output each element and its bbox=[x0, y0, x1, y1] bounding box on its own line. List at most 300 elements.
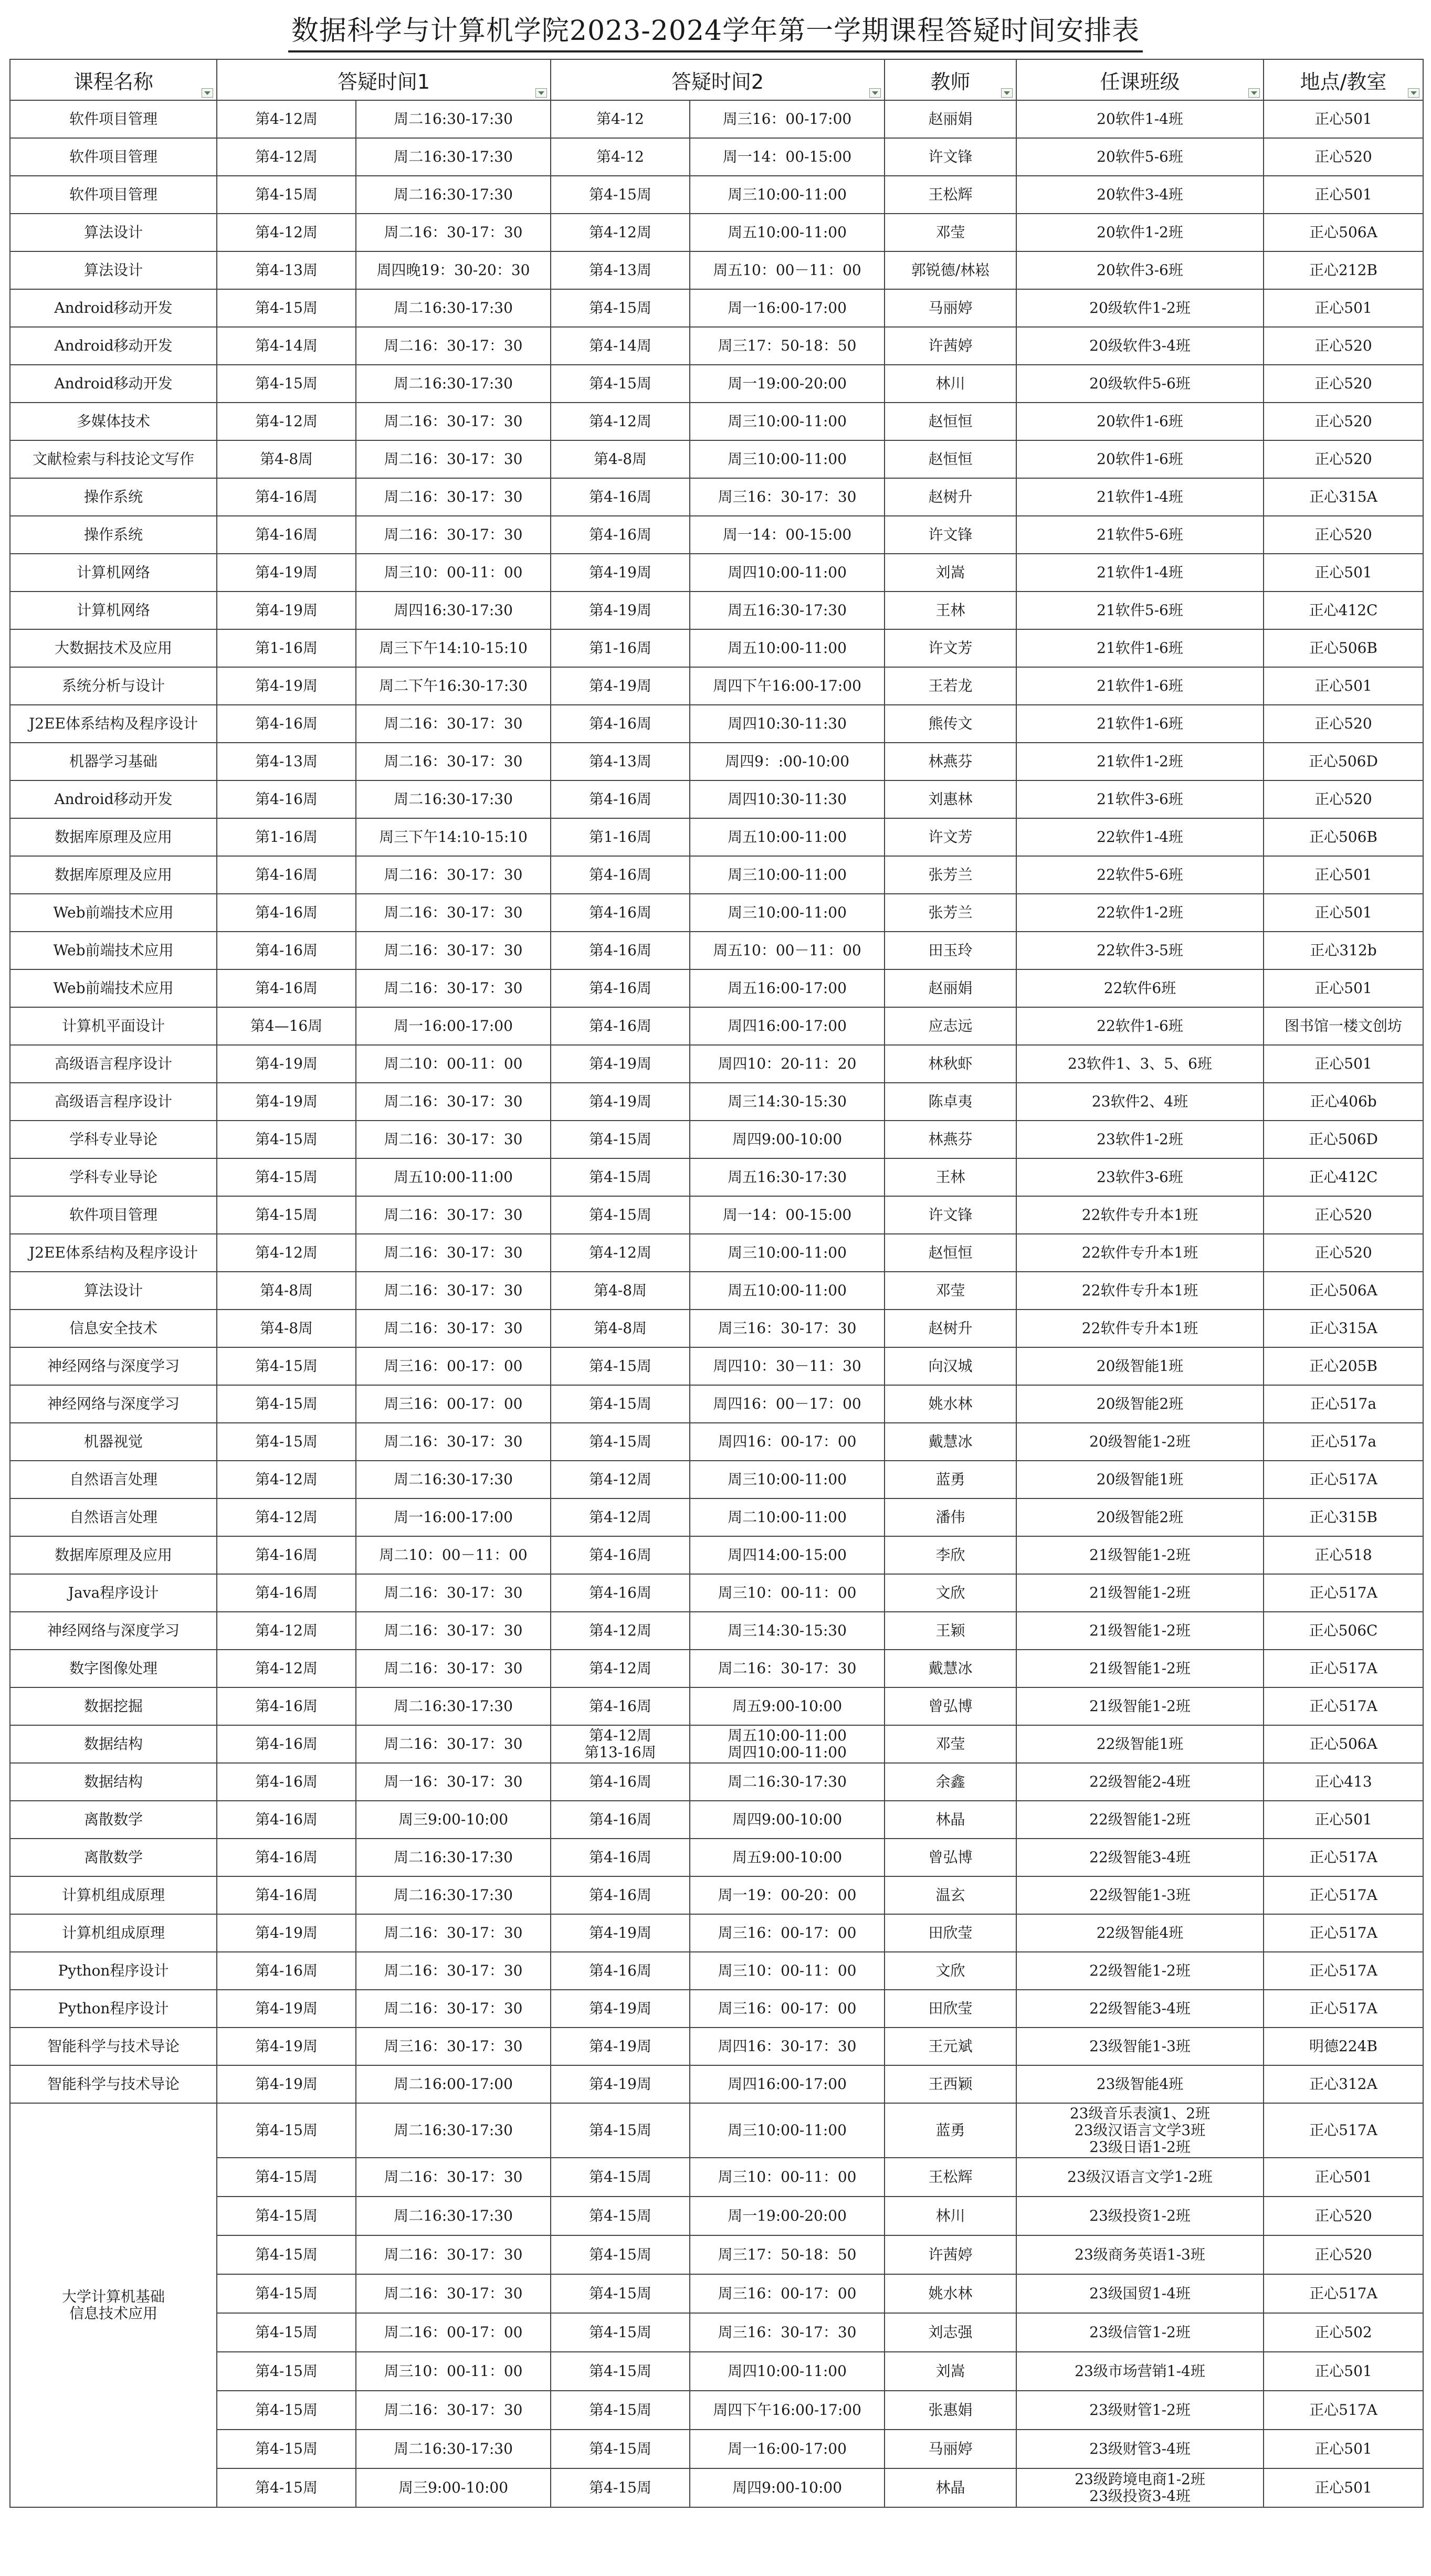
cell-classes: 21软件3-6班 bbox=[1016, 780, 1264, 818]
cell-time2-weeks: 第4-12周 bbox=[551, 1650, 690, 1687]
cell-time1-slot: 周二16：30-17：30 bbox=[356, 1952, 551, 1990]
cell-course: 智能科学与技术导论 bbox=[10, 2065, 217, 2103]
cell-time2-slot: 周四10:30-11:30 bbox=[690, 705, 885, 743]
cell-time1-weeks: 第4-16周 bbox=[217, 705, 356, 743]
table-row bbox=[10, 1952, 1423, 1990]
cell-time2-weeks: 第4-15周 bbox=[551, 2235, 690, 2274]
cell-time1-slot: 周二16：30-17：30 bbox=[356, 932, 551, 969]
cell-time2-weeks: 第4-14周 bbox=[551, 327, 690, 365]
cell-teacher: 刘惠林 bbox=[885, 780, 1016, 818]
cell-time2-slot: 周一16:00-17:00 bbox=[690, 289, 885, 327]
cell-course: 神经网络与深度学习 bbox=[10, 1612, 217, 1650]
cell-time1-slot: 周三下午14:10-15:10 bbox=[356, 629, 551, 667]
cell-location: 正心312b bbox=[1264, 932, 1423, 969]
cell-location: 明德224B bbox=[1264, 2028, 1423, 2065]
cell-time2-slot: 周五10:00-11:00 bbox=[690, 629, 885, 667]
filter-dropdown-icon[interactable] bbox=[535, 88, 547, 98]
cell-time2-weeks: 第4-16周 bbox=[551, 1007, 690, 1045]
cell-course: 自然语言处理 bbox=[10, 1498, 217, 1536]
cell-location: 正心501 bbox=[1264, 2352, 1423, 2391]
cell-time2-slot: 周四9:00-10:00 bbox=[690, 1121, 885, 1158]
cell-time1-slot: 周二16:30-17:30 bbox=[356, 365, 551, 403]
cell-time1-weeks: 第4-15周 bbox=[217, 1423, 356, 1461]
cell-classes: 20级软件5-6班 bbox=[1016, 365, 1264, 403]
cell-teacher: 向汉城 bbox=[885, 1347, 1016, 1385]
cell-time1-slot: 周二16：30-17：30 bbox=[356, 1914, 551, 1952]
header-location bbox=[1264, 59, 1423, 100]
cell-time2-weeks: 第4-15周 bbox=[551, 2391, 690, 2430]
cell-time2-weeks: 第4-12周 bbox=[551, 1234, 690, 1272]
table-row bbox=[10, 2391, 1423, 2430]
cell-time1-slot: 周二16:30-17:30 bbox=[356, 100, 551, 138]
cell-teacher: 赵树升 bbox=[885, 1310, 1016, 1347]
cell-time2-weeks: 第4-16周 bbox=[551, 1839, 690, 1876]
cell-location: 正心501 bbox=[1264, 2468, 1423, 2507]
cell-course: 操作系统 bbox=[10, 478, 217, 516]
cell-teacher: 姚水林 bbox=[885, 1385, 1016, 1423]
cell-location: 正心520 bbox=[1264, 2197, 1423, 2235]
table-row bbox=[10, 1310, 1423, 1347]
cell-teacher: 林川 bbox=[885, 2197, 1016, 2235]
cell-classes: 20级智能1班 bbox=[1016, 1461, 1264, 1498]
cell-time1-slot: 周二16：30-17：30 bbox=[356, 1234, 551, 1272]
cell-time2-weeks: 第4-12周 bbox=[551, 1498, 690, 1536]
cell-location: 正心520 bbox=[1264, 327, 1423, 365]
cell-time2-slot: 周四9:00-10:00 bbox=[690, 2468, 885, 2507]
cell-time2-weeks: 第4-16周 bbox=[551, 1952, 690, 1990]
cell-location: 正心517A bbox=[1264, 1461, 1423, 1498]
cell-time1-weeks: 第4-8周 bbox=[217, 440, 356, 478]
cell-time1-slot: 周二16:30-17:30 bbox=[356, 1839, 551, 1876]
cell-teacher: 熊传文 bbox=[885, 705, 1016, 743]
cell-course: 文献检索与科技论文写作 bbox=[10, 440, 217, 478]
cell-time2-slot: 周五10:00-11:00 bbox=[690, 818, 885, 856]
cell-location: 正心501 bbox=[1264, 176, 1423, 214]
cell-time2-weeks: 第4-16周 bbox=[551, 969, 690, 1007]
cell-time1-slot: 周二16：30-17：30 bbox=[356, 743, 551, 780]
table-row bbox=[10, 1007, 1423, 1045]
cell-time1-slot: 周五10:00-11:00 bbox=[356, 1158, 551, 1196]
table-row bbox=[10, 289, 1423, 327]
cell-time2-weeks: 第4-19周 bbox=[551, 667, 690, 705]
cell-time1-slot: 周二10：00－11：00 bbox=[356, 1536, 551, 1574]
cell-time2-slot: 周三10:00-11:00 bbox=[690, 176, 885, 214]
cell-location: 正心520 bbox=[1264, 365, 1423, 403]
cell-time2-weeks: 第4-15周 bbox=[551, 2197, 690, 2235]
cell-classes: 20级智能1-2班 bbox=[1016, 1423, 1264, 1461]
cell-time1-slot: 周二16：30-17：30 bbox=[356, 327, 551, 365]
table-row bbox=[10, 1763, 1423, 1801]
cell-time1-weeks: 第4-16周 bbox=[217, 856, 356, 894]
cell-time1-slot: 周二16:30-17:30 bbox=[356, 1687, 551, 1725]
cell-classes: 20软件1-4班 bbox=[1016, 100, 1264, 138]
cell-time2-weeks: 第4-15周 bbox=[551, 2468, 690, 2507]
cell-time2-weeks: 第4-16周 bbox=[551, 1801, 690, 1839]
cell-time1-weeks: 第4-19周 bbox=[217, 1083, 356, 1121]
cell-time2-weeks: 第4-16周 bbox=[551, 516, 690, 554]
cell-time1-slot: 周二16：30-17：30 bbox=[356, 2274, 551, 2313]
cell-classes: 23软件3-6班 bbox=[1016, 1158, 1264, 1196]
cell-time1-weeks: 第4-15周 bbox=[217, 1196, 356, 1234]
cell-location: 正心517A bbox=[1264, 1914, 1423, 1952]
filter-dropdown-icon[interactable] bbox=[1408, 88, 1419, 98]
cell-time2-slot: 周三14:30-15:30 bbox=[690, 1612, 885, 1650]
cell-time2-weeks: 第4-16周 bbox=[551, 1687, 690, 1725]
cell-time1-weeks: 第4-15周 bbox=[217, 176, 356, 214]
cell-classes: 23级智能4班 bbox=[1016, 2065, 1264, 2103]
cell-teacher: 戴慧冰 bbox=[885, 1423, 1016, 1461]
table-row bbox=[10, 2352, 1423, 2391]
cell-time2-slot: 周一19：00-20：00 bbox=[690, 1876, 885, 1914]
cell-classes: 22级智能3-4班 bbox=[1016, 1839, 1264, 1876]
cell-location: 正心412C bbox=[1264, 592, 1423, 629]
cell-time2-weeks: 第1-16周 bbox=[551, 818, 690, 856]
table-row bbox=[10, 365, 1423, 403]
cell-classes: 20软件1-2班 bbox=[1016, 214, 1264, 251]
cell-teacher: 刘志强 bbox=[885, 2313, 1016, 2352]
cell-location: 正心517A bbox=[1264, 1990, 1423, 2028]
cell-location: 正心506B bbox=[1264, 818, 1423, 856]
cell-classes: 21级智能1-2班 bbox=[1016, 1574, 1264, 1612]
header-course-label: 课程名称 bbox=[73, 70, 153, 93]
cell-classes: 20级软件1-2班 bbox=[1016, 289, 1264, 327]
cell-teacher: 刘嵩 bbox=[885, 2352, 1016, 2391]
cell-course: 信息安全技术 bbox=[10, 1310, 217, 1347]
cell-teacher: 许茜婷 bbox=[885, 2235, 1016, 2274]
cell-teacher: 赵树升 bbox=[885, 478, 1016, 516]
cell-time2-slot: 周二16:30-17:30 bbox=[690, 1763, 885, 1801]
cell-time1-slot: 周二16：30-17：30 bbox=[356, 1574, 551, 1612]
table-row bbox=[10, 2313, 1423, 2352]
cell-classes: 20级智能2班 bbox=[1016, 1498, 1264, 1536]
cell-time2-weeks: 第4-19周 bbox=[551, 592, 690, 629]
filter-dropdown-icon[interactable] bbox=[1001, 88, 1013, 98]
cell-teacher: 姚水林 bbox=[885, 2274, 1016, 2313]
table-row bbox=[10, 1498, 1423, 1536]
cell-classes: 23级信管1-2班 bbox=[1016, 2313, 1264, 2352]
table-row bbox=[10, 629, 1423, 667]
cell-time1-slot: 周一16:00-17:00 bbox=[356, 1007, 551, 1045]
cell-classes: 22级智能1班 bbox=[1016, 1725, 1264, 1763]
cell-time1-slot: 周二16：30-17：30 bbox=[356, 705, 551, 743]
cell-time1-slot: 周二下午16:30-17:30 bbox=[356, 667, 551, 705]
cell-course: 数据挖掘 bbox=[10, 1687, 217, 1725]
cell-course: 数据库原理及应用 bbox=[10, 1536, 217, 1574]
cell-time1-slot: 周二16:30-17:30 bbox=[356, 1876, 551, 1914]
table-row bbox=[10, 1725, 1423, 1763]
cell-location: 正心412C bbox=[1264, 1158, 1423, 1196]
cell-classes: 21软件1-6班 bbox=[1016, 705, 1264, 743]
cell-time1-slot: 周二16:30-17:30 bbox=[356, 2430, 551, 2468]
cell-time1-weeks: 第4-15周 bbox=[217, 1158, 356, 1196]
cell-classes: 23级财管3-4班 bbox=[1016, 2430, 1264, 2468]
cell-teacher: 刘嵩 bbox=[885, 554, 1016, 592]
table-row bbox=[10, 1801, 1423, 1839]
cell-location: 正心501 bbox=[1264, 969, 1423, 1007]
cell-time1-weeks: 第4-15周 bbox=[217, 2274, 356, 2313]
cell-classes: 22级智能2-4班 bbox=[1016, 1763, 1264, 1801]
cell-teacher: 张芳兰 bbox=[885, 856, 1016, 894]
table-row bbox=[10, 2274, 1423, 2313]
cell-time1-weeks: 第4-13周 bbox=[217, 251, 356, 289]
cell-time2-slot: 周五16:30-17:30 bbox=[690, 592, 885, 629]
cell-classes: 22软件6班 bbox=[1016, 969, 1264, 1007]
table-row bbox=[10, 1347, 1423, 1385]
header-time1-label: 答疑时间1 bbox=[337, 70, 430, 93]
cell-course: 数据库原理及应用 bbox=[10, 856, 217, 894]
cell-classes: 22软件专升本1班 bbox=[1016, 1196, 1264, 1234]
cell-time2-slot: 周四下午16:00-17:00 bbox=[690, 2391, 885, 2430]
cell-time2-weeks: 第4-8周 bbox=[551, 1310, 690, 1347]
cell-teacher: 王林 bbox=[885, 592, 1016, 629]
cell-teacher: 许茜婷 bbox=[885, 327, 1016, 365]
cell-time1-slot: 周一16：30-17：30 bbox=[356, 1763, 551, 1801]
cell-time2-slot: 周一14：00-15:00 bbox=[690, 1196, 885, 1234]
table-row bbox=[10, 856, 1423, 894]
cell-teacher: 田欣莹 bbox=[885, 1990, 1016, 2028]
cell-teacher: 许文芳 bbox=[885, 629, 1016, 667]
cell-teacher: 林晶 bbox=[885, 1801, 1016, 1839]
cell-course: 数据库原理及应用 bbox=[10, 818, 217, 856]
cell-time2-slot: 周四14:00-15:00 bbox=[690, 1536, 885, 1574]
cell-time2-weeks: 第4-15周 bbox=[551, 1196, 690, 1234]
table-row bbox=[10, 516, 1423, 554]
cell-location: 正心212B bbox=[1264, 251, 1423, 289]
cell-time2-slot: 周三16：30-17：30 bbox=[690, 1310, 885, 1347]
cell-time1-weeks: 第4-12周 bbox=[217, 214, 356, 251]
table-row bbox=[10, 1196, 1423, 1234]
cell-classes: 22级智能4班 bbox=[1016, 1914, 1264, 1952]
cell-time1-slot: 周二16：30-17：30 bbox=[356, 1196, 551, 1234]
cell-time2-weeks: 第4-12 bbox=[551, 138, 690, 176]
cell-time1-slot: 周二10：00-11：00 bbox=[356, 1045, 551, 1083]
cell-classes: 21软件1-4班 bbox=[1016, 554, 1264, 592]
cell-teacher: 田欣莹 bbox=[885, 1914, 1016, 1952]
table-row bbox=[10, 592, 1423, 629]
cell-classes: 21软件1-6班 bbox=[1016, 629, 1264, 667]
cell-time2-weeks: 第4-8周 bbox=[551, 440, 690, 478]
cell-classes: 22软件5-6班 bbox=[1016, 856, 1264, 894]
cell-location: 正心520 bbox=[1264, 516, 1423, 554]
cell-time2-weeks: 第4-8周 bbox=[551, 1272, 690, 1310]
cell-time1-slot: 周二16：30-17：30 bbox=[356, 478, 551, 516]
table-row bbox=[10, 100, 1423, 138]
cell-teacher: 李欣 bbox=[885, 1536, 1016, 1574]
cell-classes: 22级智能1-3班 bbox=[1016, 1876, 1264, 1914]
cell-course: Android移动开发 bbox=[10, 780, 217, 818]
cell-classes: 21软件1-6班 bbox=[1016, 667, 1264, 705]
cell-time1-slot: 周四16:30-17:30 bbox=[356, 592, 551, 629]
cell-time2-weeks: 第4-16周 bbox=[551, 894, 690, 932]
cell-classes: 22级智能3-4班 bbox=[1016, 1990, 1264, 2028]
cell-time2-weeks: 第4-19周 bbox=[551, 554, 690, 592]
cell-time1-weeks: 第4-16周 bbox=[217, 969, 356, 1007]
cell-location: 正心520 bbox=[1264, 2235, 1423, 2274]
table-row bbox=[10, 1687, 1423, 1725]
cell-time2-slot: 周一14：00-15:00 bbox=[690, 138, 885, 176]
cell-classes: 23级汉语言文学1-2班 bbox=[1016, 2158, 1264, 2197]
cell-course: 计算机网络 bbox=[10, 592, 217, 629]
cell-time1-slot: 周二16:30-17:30 bbox=[356, 2103, 551, 2158]
cell-time2-weeks: 第4-19周 bbox=[551, 1990, 690, 2028]
cell-time1-slot: 周三10：00-11：00 bbox=[356, 554, 551, 592]
cell-classes: 23级音乐表演1、2班 23级汉语言文学3班 23级日语1-2班 bbox=[1016, 2103, 1264, 2158]
cell-time1-slot: 周三16：30-17：30 bbox=[356, 2028, 551, 2065]
cell-course: 算法设计 bbox=[10, 214, 217, 251]
cell-time1-slot: 周二16：30-17：30 bbox=[356, 1650, 551, 1687]
cell-teacher: 张惠娟 bbox=[885, 2391, 1016, 2430]
filter-dropdown-icon[interactable] bbox=[202, 88, 213, 98]
cell-time2-slot: 周三17：50-18：50 bbox=[690, 327, 885, 365]
cell-course: Java程序设计 bbox=[10, 1574, 217, 1612]
cell-time2-slot: 周三14:30-15:30 bbox=[690, 1083, 885, 1121]
cell-time1-weeks: 第4-8周 bbox=[217, 1272, 356, 1310]
cell-time1-slot: 周二16:00-17:00 bbox=[356, 2065, 551, 2103]
cell-course: Web前端技术应用 bbox=[10, 969, 217, 1007]
cell-classes: 20软件3-4班 bbox=[1016, 176, 1264, 214]
cell-location: 正心517A bbox=[1264, 2274, 1423, 2313]
cell-time2-weeks: 第4-16周 bbox=[551, 1536, 690, 1574]
cell-course: J2EE体系结构及程序设计 bbox=[10, 705, 217, 743]
cell-course: Android移动开发 bbox=[10, 327, 217, 365]
cell-teacher: 赵恒恒 bbox=[885, 403, 1016, 440]
cell-time1-slot: 周二16：30-17：30 bbox=[356, 2158, 551, 2197]
cell-time2-slot: 周四16:00-17:00 bbox=[690, 1007, 885, 1045]
cell-time2-slot: 周四16:00-17:00 bbox=[690, 2065, 885, 2103]
header-teacher-label: 教师 bbox=[930, 70, 971, 93]
cell-location: 正心501 bbox=[1264, 894, 1423, 932]
cell-time2-slot: 周三10:00-11:00 bbox=[690, 403, 885, 440]
table-row bbox=[10, 2158, 1423, 2197]
cell-time2-weeks: 第4-12 bbox=[551, 100, 690, 138]
cell-time2-weeks: 第4-19周 bbox=[551, 2065, 690, 2103]
cell-time1-slot: 周二16:30-17:30 bbox=[356, 780, 551, 818]
table-row bbox=[10, 1574, 1423, 1612]
table-row bbox=[10, 1121, 1423, 1158]
cell-time1-weeks: 第4-16周 bbox=[217, 932, 356, 969]
cell-time1-weeks: 第4-15周 bbox=[217, 2391, 356, 2430]
cell-location: 正心501 bbox=[1264, 1045, 1423, 1083]
cell-time2-weeks: 第4-16周 bbox=[551, 780, 690, 818]
cell-time1-weeks: 第4-12周 bbox=[217, 1498, 356, 1536]
cell-time1-weeks: 第4-12周 bbox=[217, 138, 356, 176]
table-row bbox=[10, 1914, 1423, 1952]
cell-time2-weeks: 第4-16周 bbox=[551, 1876, 690, 1914]
cell-time2-slot: 周五9:00-10:00 bbox=[690, 1839, 885, 1876]
cell-course: 学科专业导论 bbox=[10, 1121, 217, 1158]
title-text: 数据科学与计算机学院2023-2024学年第一学期课程答疑时间安排表 bbox=[288, 12, 1143, 52]
cell-location: 正心506A bbox=[1264, 214, 1423, 251]
cell-time2-slot: 周五9:00-10:00 bbox=[690, 1687, 885, 1725]
cell-time1-weeks: 第4-8周 bbox=[217, 1310, 356, 1347]
cell-teacher: 蓝勇 bbox=[885, 1461, 1016, 1498]
cell-classes: 22软件1-4班 bbox=[1016, 818, 1264, 856]
cell-classes: 23级商务英语1-3班 bbox=[1016, 2235, 1264, 2274]
cell-teacher: 田玉玲 bbox=[885, 932, 1016, 969]
cell-time2-slot: 周四10:30-11:30 bbox=[690, 780, 885, 818]
cell-time2-weeks: 第4-13周 bbox=[551, 743, 690, 780]
cell-time1-weeks: 第1-16周 bbox=[217, 818, 356, 856]
cell-time2-weeks: 第4-15周 bbox=[551, 1158, 690, 1196]
table-row bbox=[10, 2197, 1423, 2235]
cell-classes: 23级国贸1-4班 bbox=[1016, 2274, 1264, 2313]
table-row bbox=[10, 1990, 1423, 2028]
cell-time2-weeks: 第4-15周 bbox=[551, 1385, 690, 1423]
cell-classes: 21软件5-6班 bbox=[1016, 516, 1264, 554]
cell-classes: 22软件3-5班 bbox=[1016, 932, 1264, 969]
cell-time1-slot: 周三9:00-10:00 bbox=[356, 2468, 551, 2507]
cell-time2-slot: 周三10：00-11：00 bbox=[690, 1952, 885, 1990]
table-row bbox=[10, 667, 1423, 705]
cell-teacher: 潘伟 bbox=[885, 1498, 1016, 1536]
cell-time2-weeks: 第4-15周 bbox=[551, 1347, 690, 1385]
cell-teacher: 邓莹 bbox=[885, 1725, 1016, 1763]
table-row bbox=[10, 2103, 1423, 2158]
filter-dropdown-icon[interactable] bbox=[869, 88, 881, 98]
cell-teacher: 邓莹 bbox=[885, 1272, 1016, 1310]
cell-time1-weeks: 第4-16周 bbox=[217, 1839, 356, 1876]
cell-course: 计算机组成原理 bbox=[10, 1876, 217, 1914]
table-row bbox=[10, 932, 1423, 969]
cell-time2-slot: 周三17：50-18：50 bbox=[690, 2235, 885, 2274]
filter-dropdown-icon[interactable] bbox=[1248, 88, 1260, 98]
cell-time2-slot: 周五10:00-11:00 bbox=[690, 214, 885, 251]
table-row bbox=[10, 1083, 1423, 1121]
cell-time1-slot: 周二16：30-17：30 bbox=[356, 856, 551, 894]
cell-time2-slot: 周三10:00-11:00 bbox=[690, 1461, 885, 1498]
cell-teacher: 许文锋 bbox=[885, 1196, 1016, 1234]
cell-classes: 21级智能1-2班 bbox=[1016, 1536, 1264, 1574]
cell-course: 数字图像处理 bbox=[10, 1650, 217, 1687]
cell-time1-slot: 周二16：30-17：30 bbox=[356, 440, 551, 478]
cell-location: 正心413 bbox=[1264, 1763, 1423, 1801]
cell-time2-slot: 周五10:00-11:00 bbox=[690, 1272, 885, 1310]
cell-location: 正心506C bbox=[1264, 1612, 1423, 1650]
cell-classes: 20软件3-6班 bbox=[1016, 251, 1264, 289]
cell-teacher: 林秋虾 bbox=[885, 1045, 1016, 1083]
cell-classes: 22软件1-2班 bbox=[1016, 894, 1264, 932]
cell-time2-slot: 周一16:00-17:00 bbox=[690, 2430, 885, 2468]
cell-location: 正心520 bbox=[1264, 705, 1423, 743]
cell-teacher: 林晶 bbox=[885, 2468, 1016, 2507]
cell-time2-slot: 周三10：00-11：00 bbox=[690, 1574, 885, 1612]
cell-time1-weeks: 第4—16周 bbox=[217, 1007, 356, 1045]
cell-classes: 22软件1-6班 bbox=[1016, 1007, 1264, 1045]
cell-time1-weeks: 第4-14周 bbox=[217, 327, 356, 365]
cell-course: 神经网络与深度学习 bbox=[10, 1385, 217, 1423]
cell-classes: 21软件5-6班 bbox=[1016, 592, 1264, 629]
cell-time2-weeks: 第4-13周 bbox=[551, 251, 690, 289]
cell-location: 正心501 bbox=[1264, 554, 1423, 592]
cell-time1-weeks: 第4-16周 bbox=[217, 1687, 356, 1725]
cell-time2-slot: 周三16：00-17：00 bbox=[690, 2274, 885, 2313]
cell-time1-weeks: 第4-16周 bbox=[217, 1574, 356, 1612]
cell-teacher: 许文锋 bbox=[885, 516, 1016, 554]
cell-classes: 20软件5-6班 bbox=[1016, 138, 1264, 176]
cell-course: 高级语言程序设计 bbox=[10, 1083, 217, 1121]
cell-location: 正心517A bbox=[1264, 1650, 1423, 1687]
cell-location: 正心501 bbox=[1264, 2430, 1423, 2468]
cell-time1-weeks: 第4-15周 bbox=[217, 2430, 356, 2468]
cell-location: 正心315A bbox=[1264, 1310, 1423, 1347]
table-row bbox=[10, 2430, 1423, 2468]
cell-time1-slot: 周二16:30-17:30 bbox=[356, 138, 551, 176]
table-row bbox=[10, 327, 1423, 365]
cell-location: 正心501 bbox=[1264, 2158, 1423, 2197]
cell-course: 多媒体技术 bbox=[10, 403, 217, 440]
cell-time2-weeks: 第4-15周 bbox=[551, 2158, 690, 2197]
cell-time1-weeks: 第4-19周 bbox=[217, 1990, 356, 2028]
